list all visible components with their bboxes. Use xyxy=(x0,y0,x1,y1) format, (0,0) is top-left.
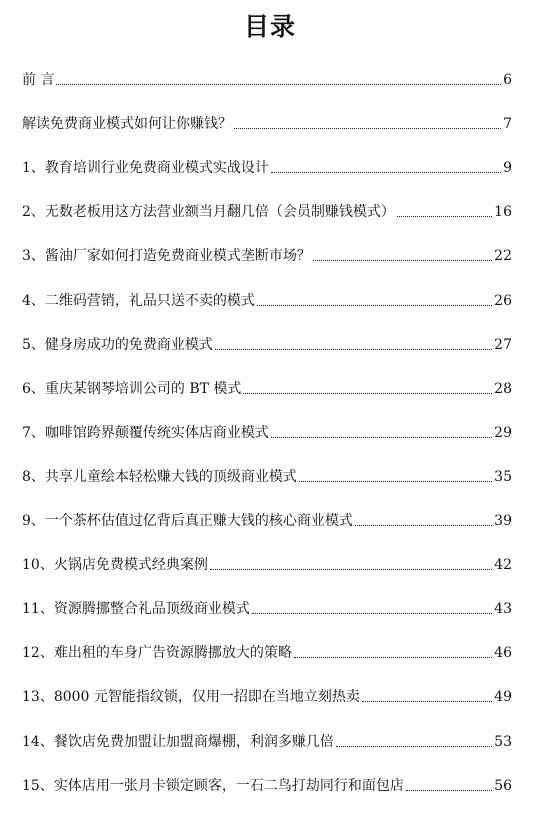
toc-entry-label: 15、实体店用一张月卡锁定顾客，一石二鸟打劫同行和面包店 xyxy=(22,777,404,794)
toc-entry-11[interactable] xyxy=(22,591,512,635)
toc-entry-label: 5、健身房成功的免费商业模式 xyxy=(22,336,213,353)
toc-page-number: 39 xyxy=(494,513,512,530)
toc-dot-leader xyxy=(271,172,501,173)
toc-entry-12[interactable] xyxy=(22,635,512,679)
toc-entry-label: 解读免费商业模式如何让你赚钱？ xyxy=(22,116,232,133)
toc-page-number: 28 xyxy=(494,380,512,397)
toc-dot-leader xyxy=(362,701,492,702)
toc-page-number: 22 xyxy=(494,248,512,265)
toc-page-number: 49 xyxy=(494,689,512,706)
toc-dot-leader xyxy=(252,613,492,614)
toc-dot-leader xyxy=(299,481,492,482)
toc-entry-intro[interactable] xyxy=(22,106,512,150)
toc-entry-label: 11、资源腾挪整合礼品顶级商业模式 xyxy=(22,601,250,618)
toc-entry-3[interactable] xyxy=(22,238,512,282)
toc-dot-leader xyxy=(257,305,492,306)
toc-entry-label: 前 言 xyxy=(22,72,55,89)
toc-entry-4[interactable] xyxy=(22,282,512,326)
toc-entry-label: 4、二维码营销，礼品只送不卖的模式 xyxy=(22,292,255,309)
toc-dot-leader xyxy=(243,393,492,394)
toc-dot-leader xyxy=(397,216,492,217)
toc-entry-preface[interactable] xyxy=(22,62,512,106)
toc-dot-leader xyxy=(294,657,492,658)
toc-dot-leader xyxy=(56,84,501,85)
toc-entry-label: 1、教育培训行业免费商业模式实战设计 xyxy=(22,160,269,177)
toc-entry-label: 12、难出租的车身广告资源腾挪放大的策略 xyxy=(22,645,292,662)
toc-entry-10[interactable] xyxy=(22,547,512,591)
toc-page-number: 29 xyxy=(494,424,512,441)
toc-page-number: 53 xyxy=(494,733,512,750)
toc-page-number: 35 xyxy=(494,468,512,485)
toc-entry-9[interactable] xyxy=(22,503,512,547)
toc-dot-leader xyxy=(210,569,492,570)
toc-page-number: 56 xyxy=(494,777,512,794)
toc-entry-label: 13、8000 元智能指纹锁，仅用一招即在当地立刻热卖 xyxy=(22,689,360,706)
toc-entry-label: 9、一个茶杯估值过亿背后真正赚大钱的核心商业模式 xyxy=(22,513,353,530)
toc-entry-label: 6、重庆某钢琴培训公司的 BT 模式 xyxy=(22,380,242,397)
toc-entry-6[interactable] xyxy=(22,371,512,415)
toc-entry-7[interactable] xyxy=(22,415,512,459)
toc-entry-label: 7、咖啡馆跨界颠覆传统实体店商业模式 xyxy=(22,424,269,441)
toc-page-number: 9 xyxy=(503,160,512,177)
toc-page-number: 46 xyxy=(494,645,512,662)
toc-dot-leader xyxy=(355,525,492,526)
toc-dot-leader xyxy=(234,128,501,129)
toc-entry-2[interactable] xyxy=(22,194,512,238)
toc-dot-leader xyxy=(406,790,492,791)
toc-entry-8[interactable] xyxy=(22,459,512,503)
toc-page-number: 42 xyxy=(494,557,512,574)
page-title: 目录 xyxy=(243,12,296,41)
toc-dot-leader xyxy=(313,260,492,261)
toc-page-number: 27 xyxy=(494,336,512,353)
toc-entry-label: 14、餐饮店免费加盟让加盟商爆棚，利润多赚几倍 xyxy=(22,733,334,750)
toc-entry-13[interactable] xyxy=(22,679,512,723)
toc-dot-leader xyxy=(271,437,492,438)
toc-page-number: 7 xyxy=(503,116,512,133)
toc-page-number: 43 xyxy=(494,601,512,618)
toc-entry-label: 8、共享儿童绘本轻松赚大钱的顶级商业模式 xyxy=(22,468,297,485)
toc-entry-label: 3、酱油厂家如何打造免费商业模式垄断市场？ xyxy=(22,248,311,265)
table-of-contents xyxy=(22,62,512,812)
toc-entry-5[interactable] xyxy=(22,327,512,371)
toc-page-number: 16 xyxy=(494,204,512,221)
toc-page-number: 6 xyxy=(503,72,512,89)
toc-dot-leader xyxy=(336,746,492,747)
toc-entry-1[interactable] xyxy=(22,150,512,194)
toc-entry-15[interactable] xyxy=(22,768,512,812)
toc-entry-14[interactable] xyxy=(22,723,512,767)
toc-entry-label: 2、无数老板用这方法营业额当月翻几倍（会员制赚钱模式） xyxy=(22,204,395,221)
toc-page-number: 26 xyxy=(494,292,512,309)
toc-entry-label: 10、火锅店免费模式经典案例 xyxy=(22,557,208,574)
toc-dot-leader xyxy=(215,349,492,350)
